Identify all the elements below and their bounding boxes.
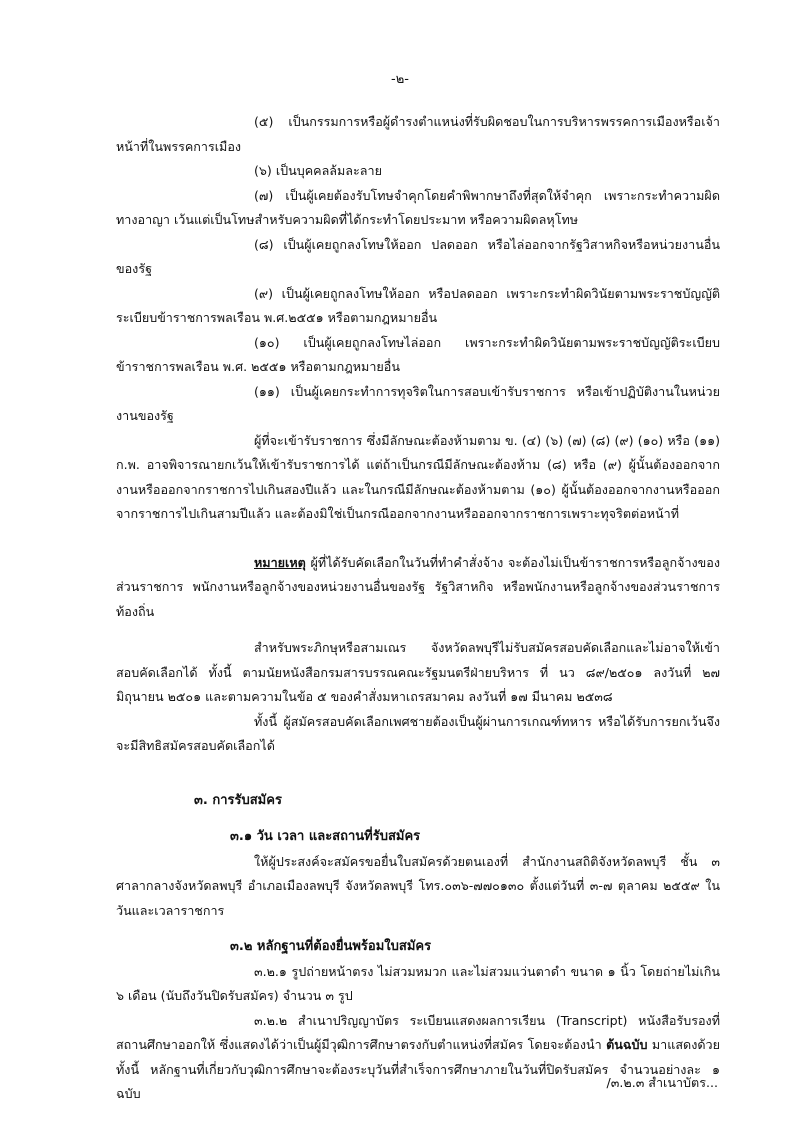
item-5: (๕) เป็นกรรมการหรือผู้ดำรงตำแหน่งที่รับผิดชอบในการบริหารพรรคการเมืองหรือเจ้าหน้าที่ในพรรคการเมือง (116, 114, 720, 154)
section-3-2-1: ๓.๒.๑ รูปถ่ายหน้าตรง ไม่สวมหมวก และไม่สวมแว่นตาดำ ขนาด ๑ นิ้ว โดยถ่ายไม่เกิน ๖ เดือน (นับถึงวันปิดรับสมัคร) จำนวน ๓ รูป (116, 963, 720, 1003)
item-10: (๑๐) เป็นผู้เคยถูกลงโทษไล่ออก เพราะกระทำผิดวินัยตามพระราชบัญญัติระเบียบข้าราชการพลเรือน พ.ศ. ๒๕๕๑ หรือตามกฎหมายอื่น (116, 334, 720, 374)
item-9: (๙) เป็นผู้เคยถูกลงโทษให้ออก หรือปลดออก เพราะกระทำผิดวินัยตามพระราชบัญญัติระเบียบข้าราชการพลเรือน พ.ศ.๒๕๕๑ หรือตามกฎหมายอื่น (116, 285, 720, 325)
document-body (116, 110, 720, 1107)
male-paragraph: ทั้งนี้ ผู้สมัครสอบคัดเลือกเพศชายต้องเป็นผู้ผ่านการเกณฑ์ทหาร หรือได้รับการยกเว้นจึงจะมีสิทธิสมัครสอบคัดเลือกได้ (116, 713, 720, 753)
item-8: (๘) เป็นผู้เคยถูกลงโทษให้ออก ปลดออก หรือไล่ออกจากรัฐวิสาหกิจหรือหน่วยงานอื่นของรัฐ (116, 236, 720, 276)
item-7: (๗) เป็นผู้เคยต้องรับโทษจำคุกโดยคำพิพากษาถึงที่สุดให้จำคุก เพราะกระทำความผิดทางอาญา เว้นแต่เป็นโทษสำหรับความผิดที่ได้กระทำโดยประมาท หรือความผิดลหุโทษ (116, 187, 720, 227)
section-3-1-heading: ๓.๑ วัน เวลา และสถานที่รับสมัคร (230, 829, 421, 844)
exception-paragraph: ผู้ที่จะเข้ารับราชการ ซึ่งมีลักษณะต้องห้ามตาม ข. (๔) (๖) (๗) (๘) (๙) (๑๐) หรือ (๑๑) ก.พ. อาจพิจารณายกเว้นให้เข้ารับราชการได้ แต่ถ้าเป็นกรณีมีลักษณะต้องห้าม (๘) หรือ (๙) ผู้นั้นต้องออกจากงานหรือออกจากราชการไปเกินสองปีแล้ว และในกรณีมีลักษณะต้องห้ามตาม (๑๐) ผู้นั้นต้องออกจากงานหรือออกจากราชการไปเกินสามปีแล้ว และต้องมิใช่เป็นกรณีออกจากงานหรือออกจากราชการเพราะทุจริตต่อหน้าที่ (116, 432, 720, 521)
note-label: หมายเหตุ (254, 554, 306, 570)
section-3-2-heading: ๓.๒ หลักฐานที่ต้องยื่นพร้อมใบสมัคร (230, 939, 432, 954)
section-3-1-text: ให้ผู้ประสงค์จะสมัครขอยื่นใบสมัครด้วยตนเองที่ สำนักงานสถิติจังหวัดลพบุรี ชั้น ๓ ศาลากลางจังหวัดลพบุรี อำเภอเมืองลพบุรี จังหวัดลพบุรี โทร.๐๓๖-๗๗๐๑๓๐ ตั้งแต่วันที่ ๓-๗ ตุลาคม ๒๕๕๙ ในวันและเวลาราชการ (116, 853, 720, 918)
item-11: (๑๑) เป็นผู้เคยกระทำการทุจริตในการสอบเข้ารับราชการ หรือเข้าปฏิบัติงานในหน่วยงานของรัฐ (116, 383, 720, 423)
section-3-2-2-text-a: ๓.๒.๒ สำเนาปริญญาบัตร ระเบียนแสดงผลการเรียน (Transcript) หนังสือรับรองที่สถานศึกษาออกให้ ซึ่งแสดงได้ว่าเป็นผู้มีวุฒิการศึกษาตรงกับตำแหน่งที่สมัคร โดยจะต้องนำ (116, 1012, 720, 1052)
section-3-heading: ๓. การรับสมัคร (194, 792, 282, 808)
section-3-2-2-text-b: มาแสดงด้วย ทั้งนี้ หลักฐานที่เกี่ยวกับวุฒิการศึกษาจะต้องระบุวันที่สำเร็จการศึกษาภายในวันที่ปิดรับสมัคร จำนวนอย่างละ ๑ ฉบับ (116, 1037, 721, 1101)
item-6: (๖) เป็นบุคคลล้มละลาย (254, 163, 382, 178)
page-number: -๒- (391, 72, 409, 87)
monk-paragraph: สำหรับพระภิกษุหรือสามเณร จังหวัดลพบุรีไม่รับสมัครสอบคัดเลือกและไม่อาจให้เข้าสอบคัดเลือกได้ ทั้งนี้ ตามนัยหนังสือกรมสารบรรณคณะรัฐมนตรีฝ่ายบริหาร ที่ นว ๘๙/๒๕๐๑ ลงวันที่ ๒๗ มิถุนายน ๒๕๐๑ และตามความในข้อ ๕ ของคำสั่งมหาเถรสมาคม ลงวันที่ ๑๗ มีนาคม ๒๕๓๘ (116, 640, 720, 704)
note-paragraph (116, 551, 720, 625)
original-copy-emphasis: ต้นฉบับ (606, 1037, 648, 1052)
continuation-marker: /๓.๒.๓ สำเนาบัตร... (606, 1075, 718, 1090)
note-text: ผู้ที่ได้รับคัดเลือกในวันที่ทำคำสั่งจ้าง จะต้องไม่เป็นข้าราชการหรือลูกจ้างของส่วนราชการ พนักงานหรือลูกจ้างของหน่วยงานอื่นของรัฐ รัฐวิสาหกิจ หรือพนักงานหรือลูกจ้างของส่วนราชการท้องถิ่น (116, 554, 720, 619)
